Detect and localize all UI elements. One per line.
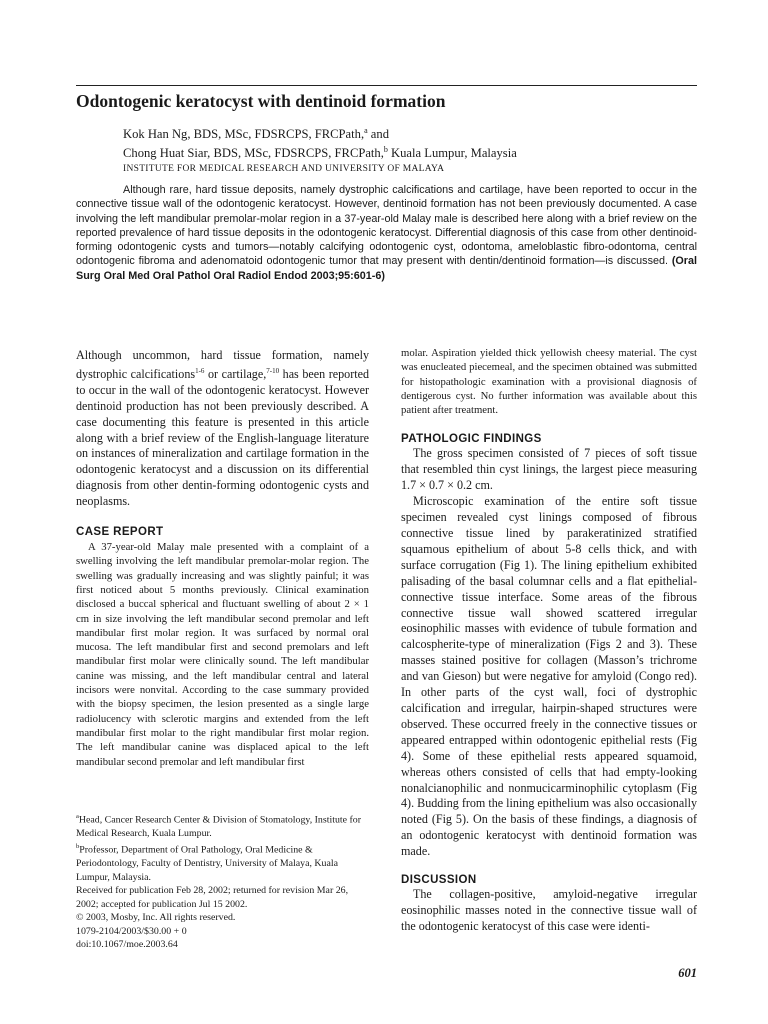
left-column — [76, 348, 369, 769]
author-2-affiliation-mark: b — [383, 145, 388, 155]
author-conjunction: and — [367, 127, 389, 142]
author-1-affiliation-mark: a — [364, 126, 368, 135]
case-report-paragraph: A 37-year-old Malay male presented with a complaint of a swelling involving the left mandibular premolar-molar region. The swelling was gradually increasing and was slightly painful; it was first noticed about 5 months previously. Clinical examination disclosed a buccal spherical and fluctuant swelling of about 2 × 1 cm in size involving the left mandibular second premolar and left mandibular first molar region. It was surfaced by normal oral mucosa. The left mandibular first and second premolars and left mandibular first molar were clinically sound. The left mandibular canine was missing, and the left mandibular central and lateral incisors were nonvital. According to the case summary provided with the biopsy specimen, the lesion presented as a single large radiolucency with sclerotic margins and extended from the left mandibular first molar to the right mandibular first molar region. The left mandibular canine was displaced apical to the left mandibular second premolar and left mandibular first — [76, 541, 369, 768]
abstract — [76, 183, 697, 283]
page-number: 601 — [678, 966, 697, 980]
author-line-2 — [123, 142, 517, 161]
author-line-1 — [123, 123, 517, 142]
footnote-b-text: Professor, Department of Oral Pathology, Oral Medicine & Periodontology, Faculty of Dentistry, University of Malaya, Kuala Lumpur, Malaysia. — [76, 844, 338, 883]
intro-citation-2: 7-10 — [266, 366, 280, 375]
copyright: © 2003, Mosby, Inc. All rights reserved. — [76, 912, 236, 924]
issn: 1079-2104/2003/$30.00 + 0 — [76, 925, 187, 937]
institution: INSTITUTE FOR MEDICAL RESEARCH AND UNIVERSITY OF MALAYA — [123, 164, 445, 175]
intro-text-1: Although uncommon, hard tissue formation, namely dystrophic calcifications — [76, 348, 369, 381]
case-report-continued: molar. Aspiration yielded thick yellowish cheesy material. The cyst was enucleated piecemeal, and the specimen obtained was submitted for histopathologic examination with a provisional diagnosis of dentigerous cyst. No further information was available about this patient after treatment. — [401, 347, 697, 417]
intro-text-2: or cartilage, — [204, 366, 267, 381]
article-title: Odontogenic keratocyst with dentinoid formation — [76, 91, 446, 111]
case-report-heading: CASE REPORT — [76, 526, 164, 539]
author-block — [123, 123, 517, 177]
pathologic-paragraph-1: The gross specimen consisted of 7 pieces of soft tissue that resembled thin cyst linings, the largest piece measuring 1.7 × 0.7 × 0.2 cm. — [401, 446, 697, 493]
intro-text-3: has been reported to occur in the wall of the odontogenic keratocyst. However dentinoid production has not been previously described. A case documenting this feature is presented in this article along with a brief review of the English-language literature on instances of mineralization and cartilage formation in the odontogenic keratocyst and a discussion on its differential diagnosis from other dentin-forming odontogenic cysts and neoplasms. — [76, 366, 369, 509]
footnote-b — [76, 840, 369, 884]
received-dates: Received for publication Feb 28, 2002; returned for revision Mar 26, 2002; accepted for publication Jul 15 2002. — [76, 885, 349, 910]
footnote-a-mark: a — [76, 813, 79, 820]
intro-paragraph — [76, 348, 369, 510]
author-1-name: Kok Han Ng, BDS, MSc, FDSRCPS, FRCPath, — [123, 127, 365, 142]
discussion-heading: DISCUSSION — [401, 874, 477, 887]
footnote-a — [76, 810, 369, 840]
pathologic-findings-heading: PATHOLOGIC FINDINGS — [401, 433, 542, 446]
header-rule — [76, 85, 697, 86]
pathologic-paragraph-2: Microscopic examination of the entire soft tissue specimen revealed cyst linings composed of fibrous connective tissue lined by parakeratinized stratified squamous epithelium of about 5-8 cells thick, and with surface corrugation (Fig 1). The lining epithelium exhibited palisading of the basal columnar cells and a flat epithelial-connective tissue interface. Some areas of the fibrous connective tissue wall showed scattered irregular eosinophilic masses with evidence of tubule formation and calcospherite-type of mineralization (Figs 2 and 3). These masses stained positive for collagen (Masson’s trichrome and van Gieson) but were negative for amyloid (Congo red). In other parts of the cyst wall, foci of dystrophic calcification and irregular, hairpin-shaped structures were observed. These occurred freely in the connective tissues or appeared entrapped within odontogenic epithelial rests (Fig 4). Some of these epithelial rests appeared squamoid, whereas others consisted of cells that had empty-looking nonalcianophilic and nonmucicarminophilic cytoplasm (Fig 4). Budding from the lining epithelium was also occasionally noted (Fig 5). On the basis of these findings, a diagnosis of an odontogenic keratocyst with dentinoid formation was made. — [401, 494, 697, 859]
right-column — [401, 346, 697, 935]
author-location: Kuala Lumpur, Malaysia — [387, 146, 517, 161]
author-2-name: Chong Huat Siar, BDS, MSc, FDSRCPS, FRCPath, — [123, 146, 384, 161]
doi: doi:10.1067/moe.2003.64 — [76, 939, 178, 951]
abstract-text: Although rare, hard tissue deposits, namely dystrophic calcifications and cartilage, have been reported to occur in the connective tissue wall of the odontogenic keratocyst. However, dentinoid formation has not been previously documented. A case involving the left mandibular premolar-molar region in a 37-year-old Malay male is described here along with a brief review on the reported prevalence of hard tissue deposits in the odontogenic keratocyst. Differential diagnosis of this case from other dentinoid-forming odontogenic cysts and tumors—notably calcifying odontogenic cyst, odontoma, ameloblastic fibro-odontoma, central odontogenic fibroma and adenomatoid odontogenic tumor that may present with dentin/dentinoid formation—is discussed. — [76, 184, 697, 268]
footnote-b-mark: b — [76, 843, 80, 851]
discussion-paragraph: The collagen-positive, amyloid-negative irregular eosinophilic masses noted in the connective tissue wall of the odontogenic keratocyst of this case were identi- — [401, 887, 697, 933]
abstract-citation: (Oral Surg Oral Med Oral Pathol Oral Radiol Endod 2003;95:601-6) — [76, 255, 698, 282]
intro-citation-1: 1-6 — [195, 366, 205, 375]
footnote-a-text: Head, Cancer Research Center & Division of Stomatology, Institute for Medical Research, Kuala Lumpur. — [76, 814, 361, 839]
footnotes — [76, 810, 369, 952]
